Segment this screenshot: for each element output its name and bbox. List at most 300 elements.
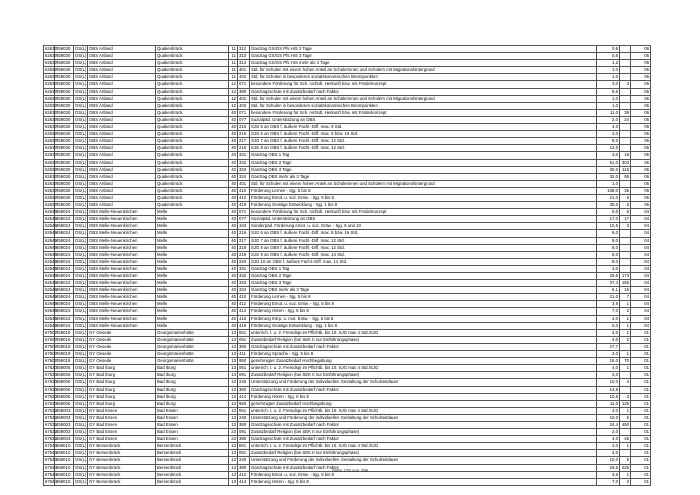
table-row xyxy=(44,372,651,379)
cell-description: besondere Förderung für Sch. nichtdt. Herkunft bzw. mit Förderkonzept xyxy=(250,209,597,216)
cell-ref: 01 xyxy=(631,379,651,386)
cell-group: 40 xyxy=(229,315,238,322)
cell-count: 4 xyxy=(620,379,631,386)
cell-school-number: 459030 xyxy=(55,60,74,67)
table-row xyxy=(44,358,651,365)
cell-description: SJG 9 an OBS f. äußere Fachl.-Diff. max. 14 Std. xyxy=(250,251,597,258)
cell-school-number: 459030 xyxy=(55,81,74,88)
cell-description: Ganztagsschule mit Zusatzbedarf nach Faktor xyxy=(250,464,597,471)
table-row xyxy=(44,194,651,201)
cell-id: 67520 xyxy=(45,386,57,392)
cell-town: Quakenbrück xyxy=(156,187,229,194)
table-row xyxy=(44,116,651,123)
cell-town: Quakenbrück xyxy=(156,180,229,187)
cell-hours: 9,6 xyxy=(597,88,620,95)
cell-hours: 4,0 xyxy=(597,315,620,322)
cell-count xyxy=(620,74,631,81)
cell-group: 40 xyxy=(229,322,238,329)
cell-group: 40 xyxy=(229,237,238,244)
cell-id: 67507 xyxy=(45,351,57,357)
cell-type: OS(L) xyxy=(75,351,87,357)
cell-description: Förderung Hören - Sjg. 5 bis 8 xyxy=(250,308,597,315)
cell-town: Georgsmarienhütte xyxy=(156,329,229,336)
cell-description: Ganztag OBS 1 Tag xyxy=(250,152,597,159)
cell-type: OS(L) xyxy=(75,308,87,314)
cell-ref: 06 xyxy=(631,180,651,187)
cell-town: Quakenbrück xyxy=(156,102,229,109)
cell-hours: 3,0 xyxy=(597,351,620,358)
cell-hours: 3,5 xyxy=(597,301,620,308)
cell-description: Ganztagsschule mit Zusatzbedarf nach Faktor xyxy=(250,343,597,350)
cell-id: 62637 xyxy=(45,81,57,87)
cell-school-name: GY Bersenbrück xyxy=(88,478,156,485)
cell-town: Bad Essen xyxy=(156,414,229,421)
cell-hours: 5,0 xyxy=(597,209,620,216)
cell-town: Quakenbrück xyxy=(156,109,229,116)
cell-school-number: 459006 xyxy=(55,372,74,379)
cell-hours: 27,7 xyxy=(597,343,620,350)
cell-code: 153 xyxy=(238,223,250,230)
cell-code: 091 xyxy=(238,336,250,343)
cell-id: 67532 xyxy=(45,429,57,435)
cell-ref: 06 xyxy=(631,124,651,131)
cell-group: 11 xyxy=(229,60,238,67)
cell-group: 13 xyxy=(229,393,238,400)
cell-ref: 04 xyxy=(631,294,651,301)
cell-hours: 8,0 xyxy=(597,237,620,244)
cell-type: OS(L) xyxy=(75,450,87,456)
cell-ref: 04 xyxy=(631,273,651,280)
table-row xyxy=(44,88,651,95)
table-row xyxy=(44,329,651,336)
cell-count xyxy=(620,450,631,457)
cell-count: 173 xyxy=(620,273,631,280)
cell-school-number: 459006 xyxy=(55,400,74,407)
cell-school-number: 459003 xyxy=(55,407,74,414)
cell-count: 450 xyxy=(620,421,631,428)
cell-type: OS(L) xyxy=(75,102,87,108)
cell-school-number: 459030 xyxy=(55,152,74,159)
cell-description: SJG 7 an OBS f. äußere Fachl.-Diff. max. 12 Std. xyxy=(250,138,597,145)
cell-town: Bad Iburg xyxy=(156,365,229,372)
cell-id: 62649 xyxy=(45,273,57,278)
cell-hours: 4,0 xyxy=(597,329,620,336)
cell-type: OS(L) xyxy=(75,53,87,59)
cell-school-number: 459030 xyxy=(55,95,74,102)
cell-code: 071 xyxy=(238,209,250,216)
cell-id: 62649 xyxy=(45,308,57,314)
cell-code: 061 xyxy=(238,443,250,450)
cell-count xyxy=(620,386,631,393)
cell-id: 67507 xyxy=(45,358,57,364)
table-row xyxy=(44,180,651,187)
cell-ref: 04 xyxy=(631,322,651,329)
cell-group: 40 xyxy=(229,216,238,223)
cell-description: Ganztag OBS 3 Tage xyxy=(250,280,597,287)
cell-code: 333 xyxy=(238,166,250,173)
table-row xyxy=(44,414,651,421)
cell-school-name: OBS Artland xyxy=(88,109,156,116)
table-row xyxy=(44,131,651,138)
cell-ref: 01 xyxy=(631,478,651,485)
cell-ref: 01 xyxy=(631,336,651,343)
cell-hours: 7,0 xyxy=(597,308,620,315)
cell-school-name: OBS Melle-Neuenkirchen xyxy=(88,301,156,308)
cell-count: 39 xyxy=(620,109,631,116)
cell-school-number: 459024 xyxy=(55,209,74,216)
cell-ref: 04 xyxy=(631,315,651,322)
cell-group: 40 xyxy=(229,258,238,265)
cell-town: Quakenbrück xyxy=(156,131,229,138)
cell-hours: 10,0 xyxy=(597,379,620,386)
cell-type: OS(L) xyxy=(75,159,87,165)
cell-description: SJG 7 an OBS f. äußere Fachl.-Diff. max. 12 Std. xyxy=(250,237,597,244)
cell-ref: 01 xyxy=(631,351,651,358)
cell-type: OS(L) xyxy=(75,138,87,144)
cell-type: OS(L) xyxy=(75,315,87,321)
cell-ref: 06 xyxy=(631,102,651,109)
cell-group: 40 xyxy=(229,116,238,123)
cell-group: 13 xyxy=(229,372,238,379)
cell-school-name: OBS Artland xyxy=(88,159,156,166)
cell-count: 95 xyxy=(620,173,631,180)
cell-town: Georgsmarienhütte xyxy=(156,336,229,343)
cell-code: 061 xyxy=(238,365,250,372)
table-row xyxy=(44,209,651,216)
cell-town: Bad Iburg xyxy=(156,386,229,393)
cell-code: 333 xyxy=(238,280,250,287)
cell-type: OS(L) xyxy=(75,301,87,307)
cell-school-name: OBS Artland xyxy=(88,166,156,173)
cell-type: OS(L) xyxy=(75,237,87,243)
cell-group: 23 xyxy=(229,429,238,436)
cell-type: OS(L) xyxy=(75,216,87,222)
cell-ref: 04 xyxy=(631,230,651,237)
cell-school-number: 459003 xyxy=(55,414,74,421)
cell-count xyxy=(620,244,631,251)
cell-ref: 01 xyxy=(631,407,651,414)
table-row xyxy=(44,280,651,287)
cell-town: Bad Essen xyxy=(156,436,229,443)
cell-school-number: 459030 xyxy=(55,116,74,123)
cell-group: 12 xyxy=(229,88,238,95)
cell-count: 1 xyxy=(620,407,631,414)
cell-id: 62649 xyxy=(45,315,57,321)
cell-hours: 3,0 xyxy=(597,152,620,159)
cell-id: 67532 xyxy=(45,421,57,427)
cell-type: OS(L) xyxy=(75,46,87,51)
cell-code: 240 xyxy=(238,379,250,386)
page-footer: Seite 279 von 296 xyxy=(331,468,369,473)
cell-school-name: GY Bersenbrück xyxy=(88,457,156,464)
cell-type: OS(L) xyxy=(75,194,87,200)
cell-type: OS(L) xyxy=(75,251,87,257)
cell-description: Zusatzbedarf Religion (bei SEK II nur Einführungsphase) xyxy=(250,372,597,379)
cell-group: 11 xyxy=(229,67,238,74)
cell-count: 1 xyxy=(620,329,631,336)
cell-town: Quakenbrück xyxy=(156,166,229,173)
cell-school-number: 459024 xyxy=(55,294,74,301)
cell-ref: 04 xyxy=(631,251,651,258)
cell-school-number: 459003 xyxy=(55,421,74,428)
cell-description: Ganztag OBS 2 Tage xyxy=(250,273,597,280)
cell-count: 5 xyxy=(620,414,631,421)
cell-school-number: 459019 xyxy=(55,358,74,365)
cell-school-name: OBS Artland xyxy=(88,180,156,187)
cell-type: OS(L) xyxy=(75,223,87,229)
cell-school-number: 459030 xyxy=(55,202,74,209)
cell-school-name: OBS Melle-Neuenkirchen xyxy=(88,258,156,265)
cell-school-number: 459010 xyxy=(55,464,74,471)
cell-count: 156 xyxy=(620,280,631,287)
cell-code: 313 xyxy=(238,53,250,60)
cell-type: OS(L) xyxy=(75,202,87,208)
cell-town: Melle xyxy=(156,301,229,308)
cell-type: OS(L) xyxy=(75,478,87,484)
cell-town: Quakenbrück xyxy=(156,53,229,60)
cell-count: 226 xyxy=(620,464,631,471)
cell-type: OS(L) xyxy=(75,173,87,179)
cell-hours: 1,2 xyxy=(597,60,620,67)
cell-code: 412 xyxy=(238,301,250,308)
cell-school-name: OBS Artland xyxy=(88,124,156,131)
cell-hours: 4,0 xyxy=(597,365,620,372)
cell-count xyxy=(620,145,631,152)
cell-ref: 04 xyxy=(631,209,651,216)
table-row xyxy=(44,478,651,485)
cell-hours: 12,0 xyxy=(597,145,620,152)
cell-count xyxy=(620,60,631,67)
cell-group: 13 xyxy=(229,421,238,428)
cell-id: 62649 xyxy=(45,287,57,293)
table-row xyxy=(44,365,651,372)
cell-school-name: GY Bersenbrück xyxy=(88,471,156,478)
cell-id: 67520 xyxy=(45,372,57,378)
table-row xyxy=(44,429,651,436)
cell-school-name: OBS Artland xyxy=(88,152,156,159)
cell-description: SJG 6 an OBS f. äußere Fachl.-Diff. max. 8 bzw. 16 Std. xyxy=(250,131,597,138)
cell-count: 45 xyxy=(620,436,631,443)
cell-school-name: OBS Artland xyxy=(88,194,156,201)
cell-id: 67507 xyxy=(45,329,57,335)
cell-count: 18 xyxy=(620,152,631,159)
cell-count xyxy=(620,429,631,436)
cell-ref: 06 xyxy=(631,74,651,81)
cell-ref: 06 xyxy=(631,131,651,138)
cell-count xyxy=(620,102,631,109)
cell-town: Melle xyxy=(156,223,229,230)
cell-town: Melle xyxy=(156,244,229,251)
cell-count: 1 xyxy=(620,365,631,372)
cell-type: OS(L) xyxy=(75,294,87,300)
cell-ref: 06 xyxy=(631,145,651,152)
cell-description: genehmigter Zusatzbedarf Hochbegabung xyxy=(250,400,597,407)
cell-hours: 8,0 xyxy=(597,138,620,145)
cell-count: 303 xyxy=(620,159,631,166)
cell-group: 40 xyxy=(229,301,238,308)
cell-town: Bersenbrück xyxy=(156,450,229,457)
cell-id: 62637 xyxy=(45,88,57,94)
cell-hours: 51,0 xyxy=(597,159,620,166)
cell-code: 950 xyxy=(238,400,250,407)
cell-hours: 30,0 xyxy=(597,166,620,173)
cell-ref: 01 xyxy=(631,421,651,428)
cell-count: 36 xyxy=(620,187,631,194)
cell-type: OS(L) xyxy=(75,88,87,94)
cell-type: OS(L) xyxy=(75,187,87,193)
cell-school-name: GY Bad Essen xyxy=(88,414,156,421)
cell-id: 62637 xyxy=(45,102,57,108)
cell-count xyxy=(620,237,631,244)
cell-school-number: 459006 xyxy=(55,386,74,393)
cell-type: OS(L) xyxy=(75,336,87,342)
cell-group: 13 xyxy=(229,478,238,485)
cell-hours: 4,0 xyxy=(597,336,620,343)
cell-school-name: GY Bad Iburg xyxy=(88,393,156,400)
table-row xyxy=(44,230,651,237)
cell-school-number: 459010 xyxy=(55,457,74,464)
cell-school-name: OBS Melle-Neuenkirchen xyxy=(88,322,156,329)
table-row xyxy=(44,152,651,159)
cell-school-number: 459024 xyxy=(55,230,74,237)
cell-count: 3 xyxy=(620,81,631,88)
cell-code: 402 xyxy=(238,102,250,109)
cell-description: Förderung Emot. u. soz. Entw. - Sjg. 5 bis 8 xyxy=(250,301,597,308)
cell-town: Melle xyxy=(156,216,229,223)
cell-hours: 2,0 xyxy=(597,429,620,436)
cell-code: 219 xyxy=(238,251,250,258)
cell-id: 67507 xyxy=(45,336,57,342)
cell-school-number: 459024 xyxy=(55,287,74,294)
cell-count xyxy=(620,230,631,237)
cell-code: 419 xyxy=(238,322,250,329)
cell-ref: 04 xyxy=(631,265,651,272)
cell-school-number: 459030 xyxy=(55,166,74,173)
table-row xyxy=(44,138,651,145)
cell-school-number: 459030 xyxy=(55,145,74,152)
cell-group: 11 xyxy=(229,53,238,60)
cell-school-name: OBS Melle-Neuenkirchen xyxy=(88,230,156,237)
cell-description: genehmigter Zusatzbedarf Hochbegabung xyxy=(250,358,597,365)
table-row xyxy=(44,343,651,350)
cell-school-name: GY Bersenbrück xyxy=(88,443,156,450)
cell-school-number: 459019 xyxy=(55,329,74,336)
cell-school-name: OBS Artland xyxy=(88,88,156,95)
cell-id: 62649 xyxy=(45,223,57,229)
table-row xyxy=(44,81,651,88)
cell-id: 62637 xyxy=(45,202,57,208)
cell-description: Sozialpäd. Unterstützung an OBS xyxy=(250,216,597,223)
cell-ref: 06 xyxy=(631,138,651,145)
cell-hours: 5,1 xyxy=(597,287,620,294)
cell-group: 13 xyxy=(229,400,238,407)
cell-group: 13 xyxy=(229,351,238,358)
cell-group: 40 xyxy=(229,287,238,294)
cell-ref: 06 xyxy=(631,173,651,180)
cell-description: Förderung Lernen - Sjg. 5 bis 8 xyxy=(250,187,597,194)
cell-hours: 8,0 xyxy=(597,258,620,265)
table-row xyxy=(44,322,651,329)
cell-id: 62649 xyxy=(45,237,57,243)
cell-description: Förderung Emot. u. soz. Entw. - Sjg. 5 bis 8 xyxy=(250,194,597,201)
cell-type: OS(L) xyxy=(75,329,87,335)
cell-type: OS(L) xyxy=(75,116,87,122)
cell-description: SJG 5 an OBS f. äußere Fachl.-Diff. max. 9 Std. xyxy=(250,124,597,131)
cell-count: 1 xyxy=(620,315,631,322)
cell-type: OS(L) xyxy=(75,152,87,158)
cell-ref: 06 xyxy=(631,67,651,74)
cell-code: 091 xyxy=(238,372,250,379)
cell-id: 62637 xyxy=(45,159,57,165)
cell-description: Ganztag GS/GS Pfs.HIS 3 Tage xyxy=(250,53,597,60)
cell-description: SJG 8 an OBS f. äußere Fachl.-Diff. max. 12 Std. xyxy=(250,145,597,152)
cell-group: 13 xyxy=(229,464,238,471)
cell-hours: 108,0 xyxy=(597,187,620,194)
cell-school-number: 459030 xyxy=(55,74,74,81)
cell-description: Förderung Hören - Sjg. 5 bis 8 xyxy=(250,478,597,485)
cell-type: OS(L) xyxy=(75,429,87,435)
cell-town: Quakenbrück xyxy=(156,194,229,201)
cell-description: Std. für Schulen in besonderen sozialökonomischen Brennpunkten xyxy=(250,102,597,109)
cell-school-name: OBS Artland xyxy=(88,187,156,194)
cell-group: 40 xyxy=(229,273,238,280)
cell-school-number: 459019 xyxy=(55,336,74,343)
cell-count xyxy=(620,138,631,145)
cell-school-name: OBS Artland xyxy=(88,173,156,180)
cell-id: 67544 xyxy=(45,450,57,456)
cell-description: SJG 8 an OBS f. äußere Fachl.-Diff. max. 12 Std. xyxy=(250,244,597,251)
cell-hours: 8,0 xyxy=(597,251,620,258)
cell-description: Ganztag OBS mehr als 3 Tage xyxy=(250,173,597,180)
cell-hours: 17,0 xyxy=(597,216,620,223)
cell-group: 11 xyxy=(229,74,238,81)
cell-id: 62637 xyxy=(45,74,57,80)
cell-school-number: 459006 xyxy=(55,379,74,386)
cell-group: 40 xyxy=(229,173,238,180)
table-row xyxy=(44,109,651,116)
cell-school-number: 459010 xyxy=(55,478,74,485)
cell-count: 1 xyxy=(620,301,631,308)
cell-ref: 01 xyxy=(631,471,651,478)
cell-code: 334 xyxy=(238,173,250,180)
cell-group: 40 xyxy=(229,124,238,131)
cell-school-name: GY Bersenbrück xyxy=(88,450,156,457)
cell-count xyxy=(620,53,631,60)
cell-type: OS(L) xyxy=(75,209,87,215)
cell-type: OS(L) xyxy=(75,365,87,371)
cell-school-number: 459003 xyxy=(55,436,74,443)
cell-ref: 04 xyxy=(631,237,651,244)
cell-town: Quakenbrück xyxy=(156,60,229,67)
cell-count: 16 xyxy=(620,287,631,294)
cell-code: 331 xyxy=(238,152,250,159)
cell-town: Melle xyxy=(156,273,229,280)
cell-group: 40 xyxy=(229,166,238,173)
cell-code: 401 xyxy=(238,95,250,102)
cell-town: Quakenbrück xyxy=(156,88,229,95)
table-row xyxy=(44,74,651,81)
cell-count xyxy=(620,258,631,265)
cell-count xyxy=(620,372,631,379)
table-row xyxy=(44,173,651,180)
cell-description: Ganztag GS/GS Pfs.HIS 2 Tage xyxy=(250,46,597,53)
cell-code: 077 xyxy=(238,116,250,123)
cell-description: Std. für Schulen mit einem hohen Anteil an Schülerinnen und Schülern mit Migrationshintergrund xyxy=(250,180,597,187)
table-row xyxy=(44,336,651,343)
cell-count: 5 xyxy=(620,457,631,464)
cell-school-number: 459030 xyxy=(55,53,74,60)
cell-group: 40 xyxy=(229,223,238,230)
